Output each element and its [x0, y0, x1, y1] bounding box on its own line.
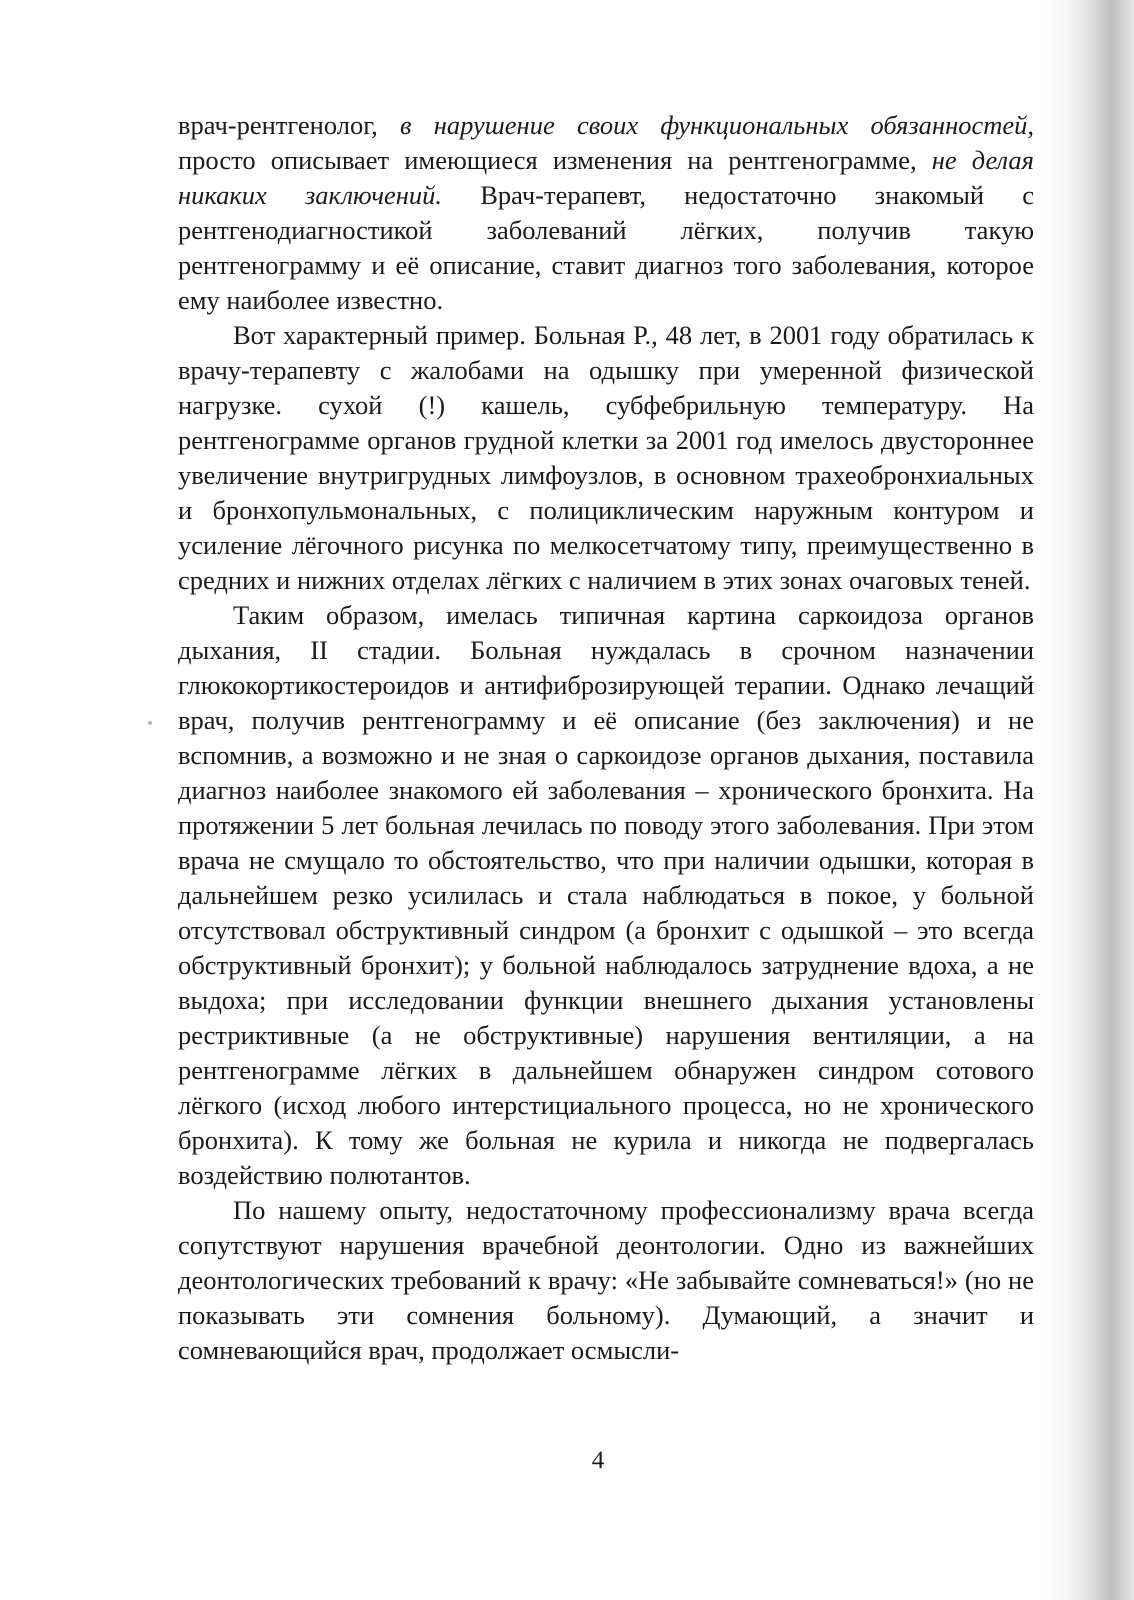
body-text [178, 108, 1034, 1368]
text-segment: Вот характерный пример. Больная Р., 48 лет, в 2001 году обратилась к врачу-терапевту с жалобами на одышку при умеренной физической нагрузке. сухой (!) кашель, субфебрильную температуру. На рентгенограмме органов грудной клетки за 2001 год имелось двустороннее увеличение внутригрудных лимфоузлов, в основном трахеобронхиальных и бронхопульмональных, с полициклическим наружным контуром и усиление лёгочного рисунка по мелкосетчатому типу, преимущественно в средних и нижних отделах лёгких с наличием в этих зонах очаговых теней. [178, 320, 1034, 595]
text-segment: По нашему опыту, недостаточному профессионализму врача всегда сопутствуют нарушения врачебной деонтологии. Одно из важнейших деонтологических требований к врачу: «Не забывайте сомневаться!» (но не показывать эти сомнения больному). Думающий, а значит и сомневающийся врач, продолжает осмысли- [178, 1195, 1034, 1365]
italic-segment: в нарушение своих функциональных обязанностей, [399, 110, 1035, 140]
scan-speck [148, 721, 152, 725]
paragraph-3 [178, 598, 1034, 1193]
text-segment: Таким образом, имелась типичная картина саркоидоза органов дыхания, II стадии. Больная нуждалась в срочном назначении глюкокортикостероидов и антифиброзирующей терапии. Однако лечащий врач, получив рентгенограмму и её описание (без заключения) и не вспомнив, а возможно и не зная о саркоидозе органов дыхания, поставила диагноз наиболее знакомого ей заболевания – хронического бронхита. На протяжении 5 лет больная лечилась по поводу этого заболевания. При этом врача не смущало то обстоятельство, что при наличии одышки, которая в дальнейшем резко усилилась и стала наблюдаться в покое, у больной отсутствовал обструктивный синдром (а бронхит с одышкой – это всегда обструктивный бронхит); у больной наблюдалось затруднение вдоха, а не выдоха; при исследовании функции внешнего дыхания установлены рестриктивные (а не обструктивные) нарушения вентиляции, а на рентгенограмме лёгких в дальнейшем обнаружен синдром сотового лёгкого (исход любого интерстициального процесса, но не хронического бронхита). К тому же больная не курила и никогда не подвергалась воздействию полютантов. [178, 600, 1034, 1190]
text-segment: врач-рентгенолог, [178, 110, 400, 140]
page-number: 4 [591, 1447, 605, 1474]
paragraph-4 [178, 1193, 1034, 1368]
text-segment: Врач-терапевт, недостаточно знакомый с рентгенодиагностикой заболеваний лёгких, получив такую рентгенограмму и её описание, ставит диагноз того заболевания, которое ему наиболее известно. [178, 180, 1034, 315]
paragraph-1 [178, 108, 1034, 318]
italic-segment: не делая никаких заключений. [178, 145, 1034, 210]
paragraph-2 [178, 318, 1034, 598]
text-segment: просто описывает имеющиеся изменения на рентгенограмме, [178, 145, 932, 175]
